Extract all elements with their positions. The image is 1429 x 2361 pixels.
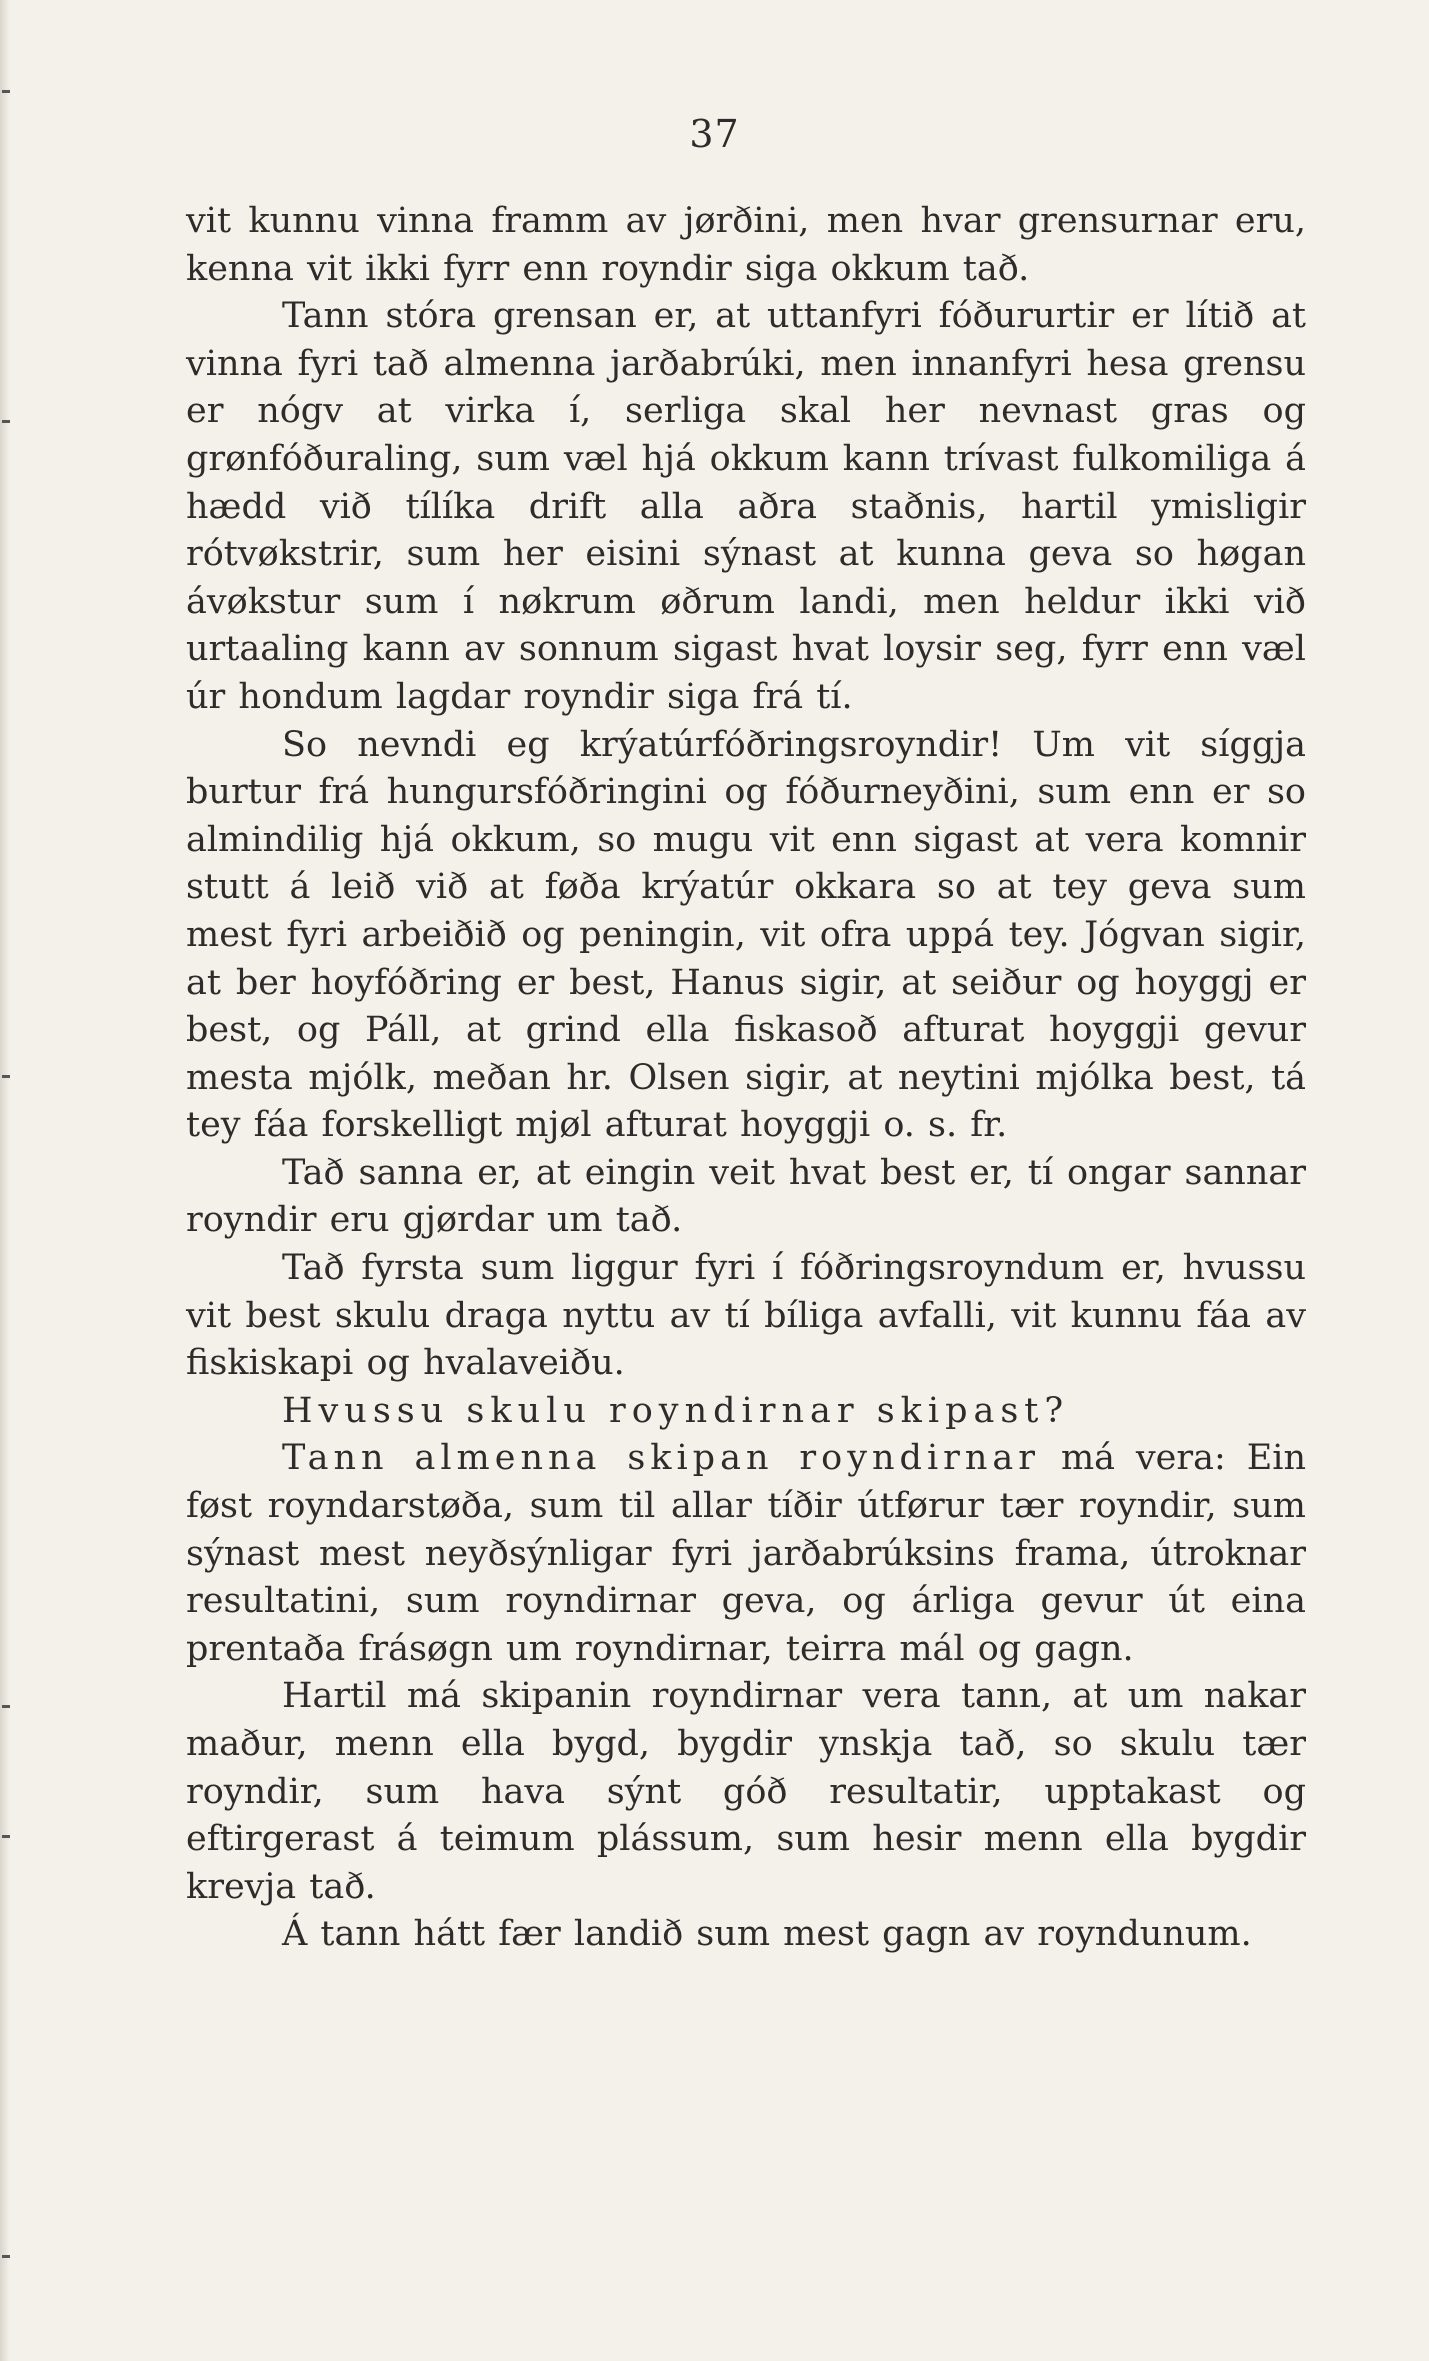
margin-mark: [2, 2255, 10, 2258]
section-heading: Hvussu skulu royndirnar skipast?: [282, 1390, 1070, 1431]
paragraph: So nevndi eg krýatúrfóðringsroyndir! Um vit síggja burtur frá hungursfóðringini og fóðurneyðini, sum enn er so almindilig hjá okkum, so mugu vit enn sigast at vera komnir stutt á leið við at føða krýatúr okkara so at tey geva sum mest fyri arbeiðið og peningin, vit ofra uppá tey. Jógvan sigir, at ber hoyfóðring er best, Hanus sigir, at seiður og hoyggj er best, og Páll, at grind ella fiskasoð afturat hoyggji gevur mesta mjólk, meðan hr. Olsen sigir, at neytini mjólka best, tá tey fáa forskelligt mjøl afturat hoyggji o. s. fr.: [186, 724, 1306, 1146]
margin-mark: [2, 90, 10, 93]
paragraph-final: Á tann hátt fær landið sum mest gagn av royndunum.: [282, 1914, 1252, 1955]
margin-mark: [2, 1835, 10, 1838]
margin-mark: [2, 420, 10, 423]
paragraph: [186, 1435, 1306, 1673]
paragraph: Tað fyrsta sum liggur fyri í fóðringsroyndum er, hvussu vit best skulu draga nyttu av tí bíliga avfalli, vit kunnu fáa av fiskiskapi og hvalaveiðu.: [186, 1248, 1306, 1384]
paragraph: Hartil má skipanin royndirnar vera tann, at um nakar maður, menn ella bygd, bygdir ynskja tað, so skulu tær royndir, sum hava sýnt góð resultatir, upptakast og eftirgerast á teimum plássum, sum hesir menn ella bygdir krevja tað.: [186, 1676, 1306, 1907]
spaced-lead-phrase: Tann almenna skipan royndirnar: [282, 1438, 1041, 1479]
page-number: 37: [689, 112, 740, 156]
page-edge-shadow: [0, 0, 10, 2361]
body-text: [186, 198, 1306, 1959]
margin-mark: [2, 1075, 10, 1078]
margin-mark: [2, 1705, 10, 1708]
paragraph: Tann stóra grensan er, at uttanfyri fóðururtir er lítið at vinna fyri tað almenna jarðabrúki, men innanfyri hesa grensu er nógv at virka í, serliga skal her nevnast gras og grønfóðuraling, sum væl hjá okkum kann trívast fulkomiliga á hædd við tílíka drift alla aðra staðnis, hartil ymisligir rótvøkstrir, sum her eisini sýnast at kunna geva so høgan ávøkstur sum í nøkrum øðrum landi, men heldur ikki við urtaaling kann av sonnum sigast hvat loysir seg, fyrr enn væl úr hondum lagdar royndir siga frá tí.: [186, 296, 1306, 717]
paragraph-rest: má vera: Ein føst royndarstøða, sum til allar tíðir útførur tær royndir, sum sýnast mest neyðsýnligar fyri jarðabrúksins frama, útroknar resultatini, sum royndirnar geva, og árliga gevur út eina prentaða frásøgn um royndirnar, teirra mál og gagn.: [186, 1438, 1306, 1669]
paragraph-continuation: vit kunnu vinna framm av jørðini, men hvar grensurnar eru, kenna vit ikki fyrr enn royndir siga okkum tað.: [186, 201, 1306, 289]
paragraph: Tað sanna er, at eingin veit hvat best er, tí ongar sannar royndir eru gjørdar um tað.: [186, 1152, 1306, 1241]
